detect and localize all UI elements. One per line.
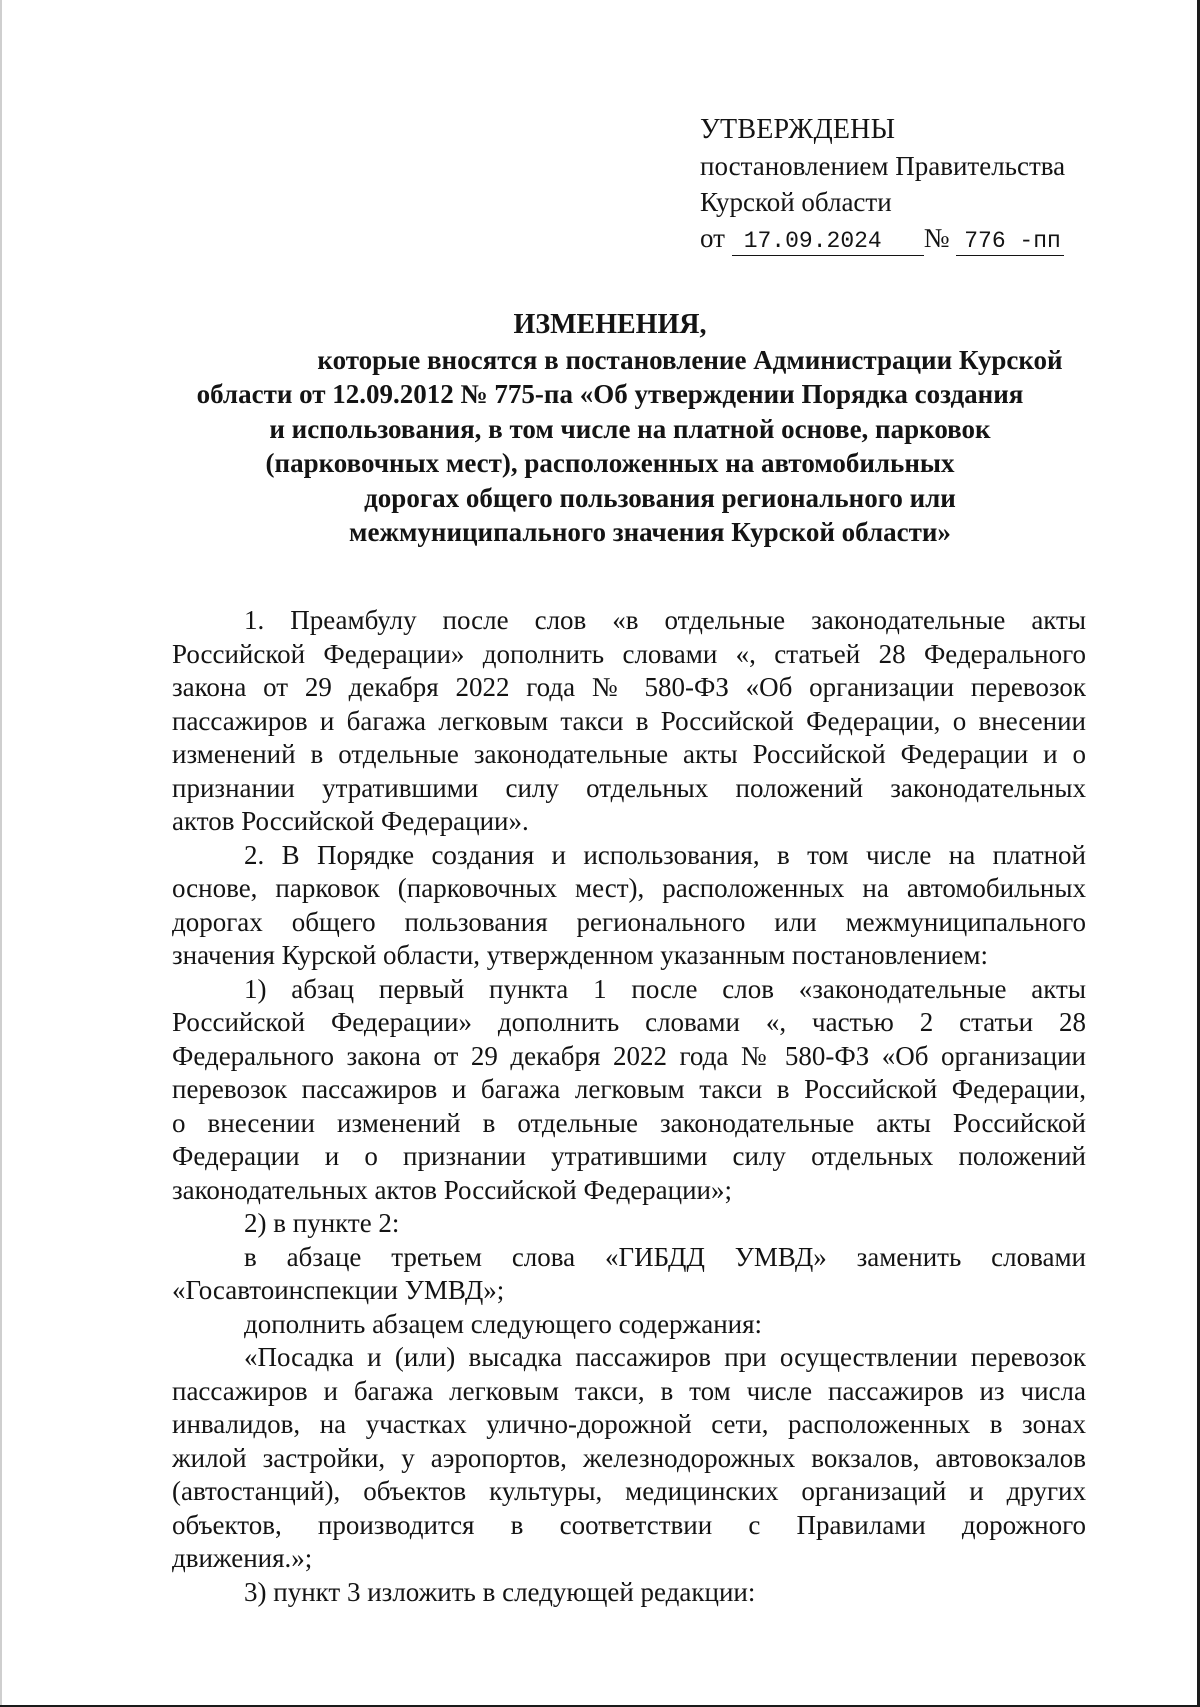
body-line: 1) абзац первый пункта 1 после слов «законодательные акты [244, 973, 1086, 1004]
scan-edge-left [0, 0, 2, 1707]
body-line: значения Курской области, утвержденном указанным постановлением: [172, 940, 988, 970]
date-prefix: от [700, 223, 725, 253]
body-line: основе, парковок (парковочных мест), расположенных на автомобильных [172, 873, 1086, 903]
approval-number: 776 -пп [956, 227, 1064, 256]
document-body [172, 604, 1086, 1609]
body-line: законодательных актов Российской Федерации»; [172, 1174, 733, 1205]
title-line: которые вносятся в постановление Администрации Курской [317, 344, 1063, 375]
body-line: Российской Федерации» дополнить словами «, частью 2 статьи 28 [172, 1007, 1086, 1037]
body-line: в абзаце третьем слова «ГИБДД УМВД» заменить словами [244, 1241, 1086, 1272]
approval-date-line [700, 220, 1065, 256]
body-line: пассажиров и багажа легковым такси, в том числе пассажиров из числа [172, 1375, 1086, 1406]
title-line: области от 12.09.2012 № 775-па «Об утверждении Порядка создания [196, 379, 1024, 409]
body-line: Федерального закона от 29 декабря 2022 года № 580-ФЗ «Об организации [172, 1040, 1086, 1071]
body-line: изменений в отдельные законодательные акты Российской Федерации и о [172, 739, 1086, 769]
approval-block [700, 112, 1065, 256]
body-line: перевозок пассажиров и багажа легковым такси в Российской Федерации, [172, 1074, 1086, 1104]
body-line: 1. Преамбулу после слов «в отдельные законодательные акты [244, 605, 1086, 635]
body-line: актов Российской Федерации». [172, 806, 529, 836]
body-line: пассажиров и багажа легковым такси в Российской Федерации, о внесении [172, 705, 1086, 736]
body-line: Федерации и о признании утратившими силу отдельных положений [172, 1141, 1086, 1171]
body-line: Российской Федерации» дополнить словами «, статьей 28 Федерального [172, 638, 1086, 669]
title-line: межмуниципального значения Курской области» [349, 517, 951, 547]
body-line: дополнить абзацем следующего содержания: [244, 1308, 763, 1339]
body-line: закона от 29 декабря 2022 года № 580-ФЗ «Об организации перевозок [172, 672, 1086, 702]
body-line: «Посадка и (или) высадка пассажиров при осуществлении перевозок [244, 1342, 1086, 1372]
body-line: (автостанций), объектов культуры, медицинских организаций и других [172, 1476, 1086, 1506]
title-line: (парковочных мест), расположенных на автомобильных [265, 448, 955, 478]
body-line: объектов, производится в соответствии с Правилами дорожного [172, 1509, 1086, 1540]
body-line: 2. В Порядке создания и использования, в том числе на платной [244, 839, 1086, 870]
body-line: признании утратившими силу отдельных положений законодательных [172, 772, 1086, 803]
body-line: 2) в пункте 2: [244, 1208, 400, 1238]
body-line: «Госавтоинспекции УМВД»; [172, 1275, 505, 1305]
title-heading: ИЗМЕНЕНИЯ, [513, 309, 707, 340]
body-line: 3) пункт 3 изложить в следующей редакции: [244, 1576, 756, 1607]
body-line: движения.»; [172, 1543, 313, 1573]
title-line: дорогах общего пользования регионального или [364, 482, 956, 513]
body-line: дорогах общего пользования регионального или межмуниципального [172, 906, 1086, 937]
approval-line-2: Курской области [700, 187, 892, 217]
title-line: и использования, в том числе на платной основе, парковок [269, 413, 991, 444]
number-prefix: № [923, 223, 950, 253]
body-line: жилой застройки, у аэропортов, железнодорожных вокзалов, автовокзалов [172, 1442, 1086, 1473]
approval-heading: УТВЕРЖДЕНЫ [700, 114, 896, 145]
body-line: о внесении изменений в отдельные законодательные акты Российской [172, 1107, 1086, 1138]
document-title [150, 308, 1070, 550]
approval-line-1: постановлением Правительства [700, 151, 1066, 181]
approval-date: 17.09.2024 [732, 227, 924, 256]
body-line: инвалидов, на участках улично-дорожной сети, расположенных в зонах [172, 1409, 1086, 1439]
